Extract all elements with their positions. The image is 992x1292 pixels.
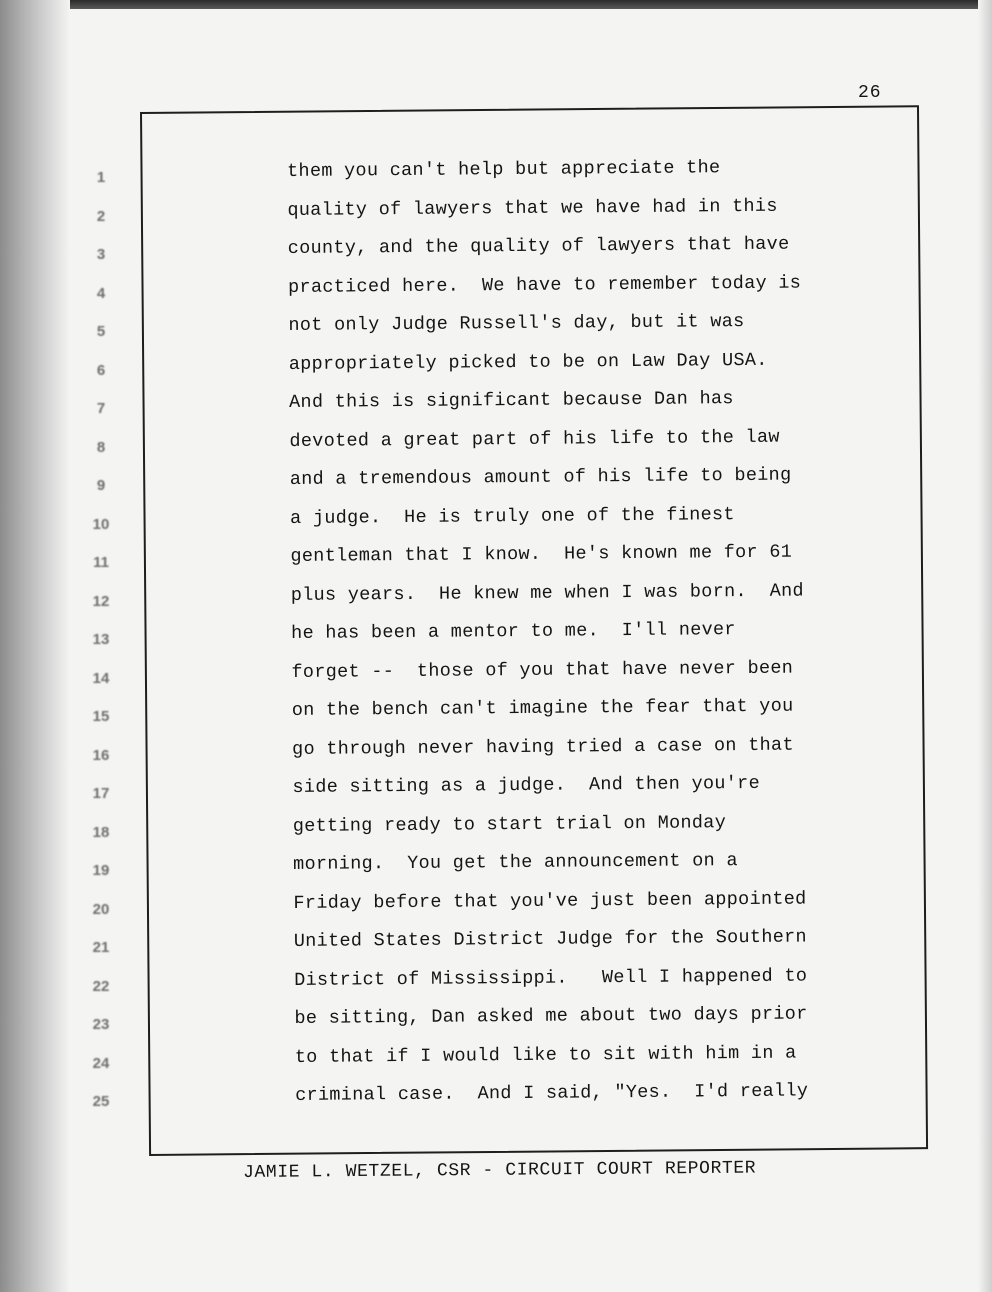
line-number: 10	[92, 515, 110, 533]
line-number: 24	[92, 1054, 110, 1072]
line-number: 7	[96, 400, 106, 417]
line-number: 2	[96, 207, 106, 225]
transcript-line: on the bench can't imagine the fear that you	[291, 695, 794, 721]
line-number: 8	[96, 438, 106, 456]
transcript-line: not only Judge Russell's day, but it was	[288, 311, 745, 336]
transcript-line: criminal case. And I said, "Yes. I'd really	[295, 1080, 809, 1106]
line-number: 17	[92, 785, 110, 802]
transcript-line: he has been a mentor to me. I'll never	[291, 619, 736, 644]
scan-top-edge	[0, 0, 992, 9]
line-number: 16	[92, 746, 110, 764]
transcript-line: to that if I would like to sit with him in a	[294, 1042, 797, 1068]
line-number: 5	[96, 323, 106, 340]
line-number: 19	[92, 862, 110, 879]
transcript-line: and a tremendous amount of his life to being	[289, 464, 792, 490]
line-number: 23	[92, 1016, 110, 1033]
transcript-line: forget -- those of you that have never been	[291, 657, 794, 683]
line-number-column	[86, 168, 116, 1131]
line-number: 4	[96, 284, 106, 302]
transcript-line: a judge. He is truly one of the finest	[290, 503, 735, 529]
line-number: 20	[92, 900, 110, 918]
line-number: 1	[96, 169, 106, 186]
transcript-line: morning. You get the announcement on a	[293, 850, 738, 875]
line-number: 25	[92, 1093, 110, 1110]
transcript-line: practiced here. We have to remember today is	[288, 272, 802, 298]
transcript-line: devoted a great part of his life to the law	[289, 426, 780, 452]
reporter-footer: JAMIE L. WETZEL, CSR - CIRCUIT COURT REPORTER	[243, 1158, 757, 1183]
transcript-line: gentleman that I know. He's known me for 61	[290, 541, 793, 567]
transcript-line: be sitting, Dan asked me about two days prior	[294, 1003, 808, 1029]
transcript-line: And this is significant because Dan has	[289, 388, 734, 413]
transcript-line: go through never having tried a case on that	[292, 734, 794, 760]
transcript-line: Friday before that you've just been appointed	[293, 887, 807, 914]
line-number: 21	[92, 939, 110, 956]
page-number: 26	[858, 83, 882, 103]
line-number: 11	[93, 554, 109, 571]
line-number: 15	[92, 708, 110, 725]
transcript-line: side sitting as a judge. And then you're	[292, 772, 761, 798]
line-number: 14	[92, 669, 110, 687]
line-number: 13	[92, 631, 110, 648]
binding-shadow	[0, 0, 70, 1292]
transcript-line: appropriately picked to be on Law Day USA.	[288, 349, 768, 375]
transcript-line: plus years. He knew me when I was born. And	[290, 580, 804, 606]
transcript-line: county, and the quality of lawyers that have	[287, 233, 790, 259]
line-number: 12	[92, 592, 110, 610]
transcript-line: District of Mississippi. Well I happened to	[294, 964, 808, 991]
line-number: 22	[92, 977, 110, 995]
transcript-line: getting ready to start trial on Monday	[292, 811, 727, 837]
transcript-text	[287, 155, 915, 1123]
transcript-line: United States District Judge for the Southern	[293, 926, 807, 952]
line-number: 3	[96, 246, 106, 263]
transcript-line: quality of lawyers that we have had in this	[287, 195, 778, 221]
line-number: 9	[96, 477, 106, 494]
line-number: 6	[96, 361, 106, 379]
scan-right-edge	[978, 0, 992, 1292]
transcript-line: them you can't help but appreciate the	[287, 157, 721, 182]
line-number: 18	[92, 823, 110, 841]
